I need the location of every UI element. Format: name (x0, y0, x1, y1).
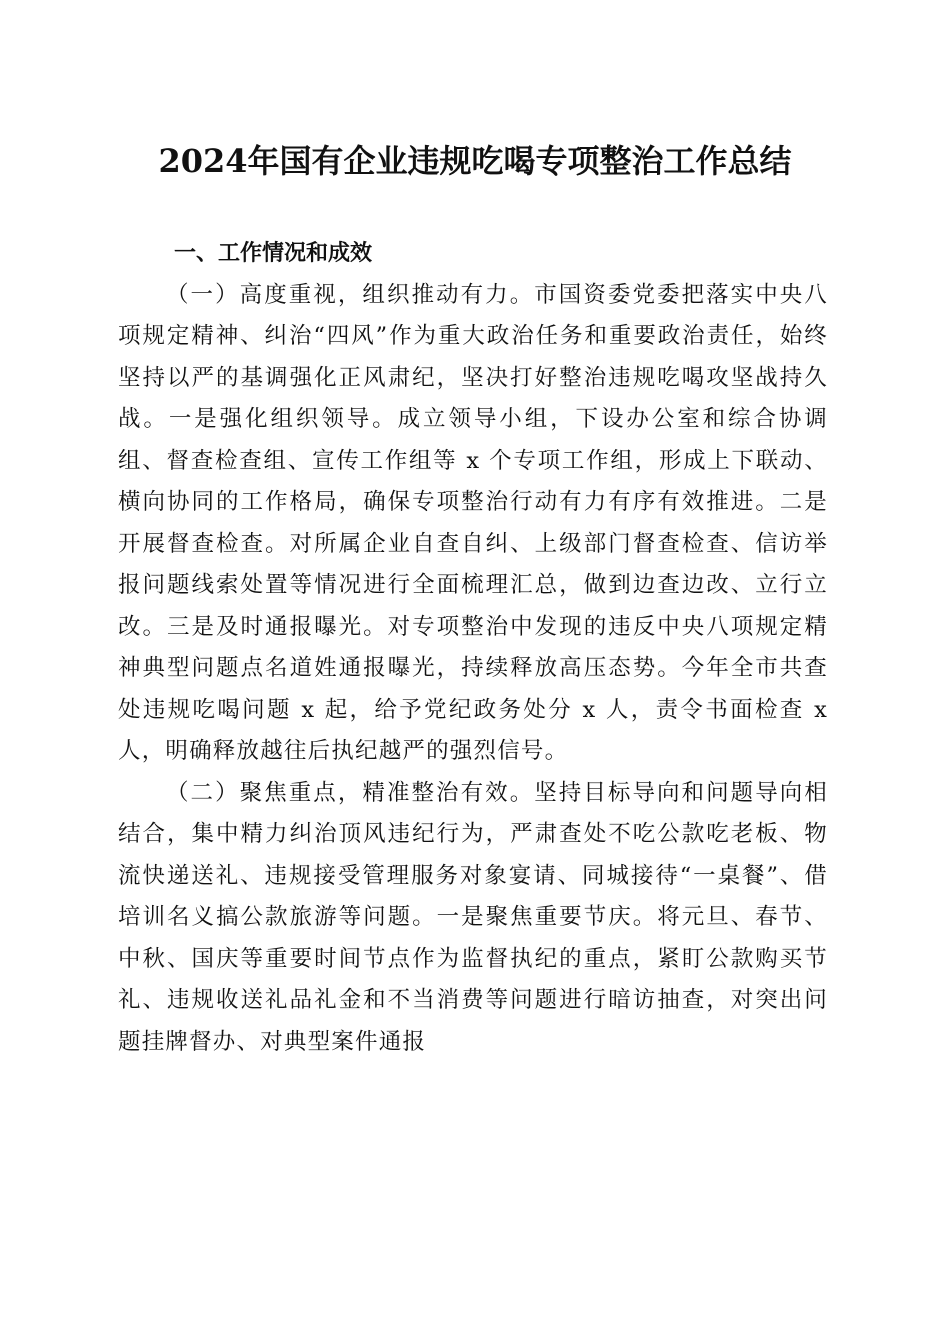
paragraph-1-lead: （一）高度重视，组织推动有力。 (166, 281, 535, 308)
paragraph-2-text: 坚持目标导向和问题导向相结合，集中精力纠治顶风违纪行为，严肃查处不吃公款吃老板、物流快递送礼、违规接受管理服务对象宴请、同城接待“一桌餐”、借培训名义搞公款旅游等问题。一是聚焦重要节庆。将元旦、春节、中秋、国庆等重要时间节点作为监督执纪的重点，紧盯公款购买节礼、违规收送礼品礼金和不当消费等问题进行暗访抽查，对突出问题挂牌督办、对典型案件通报 (118, 779, 828, 1055)
document-body (118, 233, 828, 1063)
paragraph-1-text: 市国资委党委把落实中央八项规定精神、纠治“四风”作为重大政治任务和重要政治责任，始终坚持以严的基调强化正风肃纪，坚决打好整治违规吃喝攻坚战持久战。一是强化组织领导。成立领导小组，下设办公室和综合协调组、督查检查组、宣传工作组等 x 个专项工作组，形成上下联动、横向协同的工作格局，确保专项整治行动有力有序有效推进。二是开展督查检查。对所属企业自查自纠、上级部门督查检查、信访举报问题线索处置等情况进行全面梳理汇总，做到边查边改、立行立改。三是及时通报曝光。对专项整治中发现的违反中央八项规定精神典型问题点名道姓通报曝光，持续释放高压态势。今年全市共查处违规吃喝问题 x 起，给予党纪政务处分 x 人，责令书面检查 x 人，明确释放越往后执纪越严的强烈信号。 (118, 281, 828, 764)
paragraph-1 (118, 275, 828, 773)
document-title: 2024年国有企业违规吃喝专项整治工作总结 (158, 142, 792, 180)
paragraph-2-lead: （二）聚焦重点，精准整治有效。 (166, 779, 535, 806)
section-heading: 一、工作情况和成效 (174, 241, 373, 266)
paragraph-2 (118, 773, 828, 1064)
